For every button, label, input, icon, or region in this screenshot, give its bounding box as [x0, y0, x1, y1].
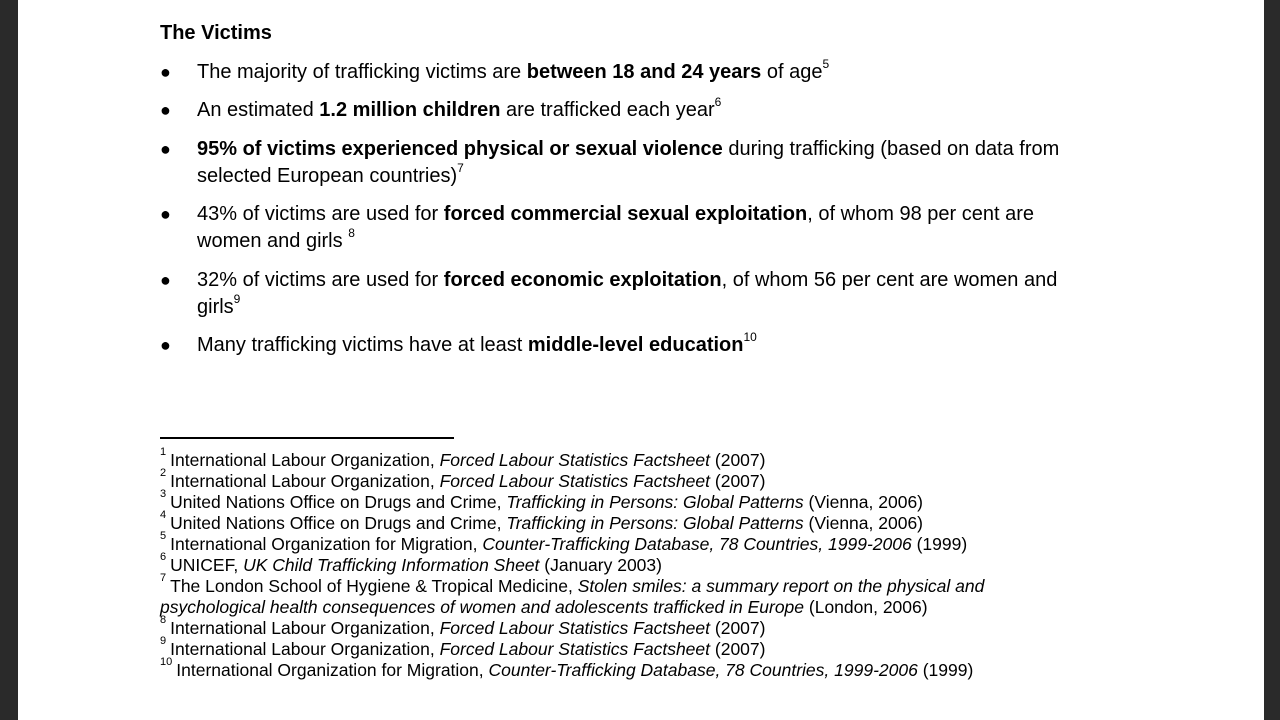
source-title: Forced Labour Statistics Factsheet — [439, 450, 711, 470]
bullet-text: 95% of victims experienced physical or sexual violence during trafficking (based on data from selected European countries)$^7$ — [197, 138, 1060, 187]
footnote: $^6$ UNICEF, UK Child Trafficking Information Sheet (January 2003) — [160, 551, 662, 575]
footnote: $^4$ United Nations Office on Drugs and Crime, Trafficking in Persons: Global Patterns (Vienna, 2006) — [160, 509, 924, 533]
source-title: Forced Labour Statistics Factsheet — [439, 471, 711, 491]
footnote-ref[interactable]: 10 — [743, 330, 757, 345]
footnote: $^7$ The London School of Hygiene & Tropical Medicine, Stolen smiles: a summary report on the physical and psychological health consequences of women and adolescents trafficked in Europe (London, 2006) — [160, 572, 985, 617]
bullet-item — [160, 136, 1100, 189]
bullet-dot-icon: ● — [160, 335, 171, 355]
bullet-item — [160, 267, 1100, 320]
footnotes-list — [160, 446, 1060, 681]
section-heading: The Victims — [160, 22, 272, 44]
bullet-text: An estimated 1.2 million children are trafficked each year$^6$ — [197, 95, 722, 121]
source-title: Forced Labour Statistics Factsheet — [439, 618, 711, 638]
footnote: $^3$ United Nations Office on Drugs and Crime, Trafficking in Persons: Global Patterns (Vienna, 2006) — [160, 488, 924, 512]
bullet-item — [160, 201, 1100, 254]
source-title: Trafficking in Persons: Global Patterns — [506, 492, 804, 512]
bullet-text: 32% of victims are used for forced economic exploitation, of whom 56 per cent are women and girls$^9$ — [197, 269, 1058, 318]
bullet-dot-icon: ● — [160, 270, 171, 290]
footnote: $^5$ International Organization for Migration, Counter-Trafficking Database, 78 Countries, 1999-2006 (1999) — [160, 530, 968, 554]
bullet-dot-icon: ● — [160, 62, 171, 82]
source-title: UK Child Trafficking Information Sheet — [243, 555, 540, 575]
bullet-text: 43% of victims are used for forced commercial sexual exploitation, of whom 98 per cent are women and girls $^8$ — [197, 203, 1035, 252]
footnote-ref[interactable]: 5 — [822, 57, 830, 72]
bullet-text: The majority of trafficking victims are between 18 and 24 years of age$^5$ — [197, 57, 830, 83]
document-page — [18, 0, 1264, 720]
bullet-dot-icon: ● — [160, 100, 171, 120]
source-title: Forced Labour Statistics Factsheet — [439, 639, 711, 659]
footnote: $^{10}$ International Organization for Migration, Counter-Trafficking Database, 78 Countries, 1999-2006 (1999) — [160, 656, 974, 680]
footnote-separator — [160, 437, 454, 439]
footnote-ref[interactable]: 6 — [714, 95, 722, 110]
bullet-item — [160, 332, 1100, 359]
footnote: $^9$ International Labour Organization, Forced Labour Statistics Factsheet (2007) — [160, 635, 766, 659]
bullet-dot-icon: ● — [160, 139, 171, 159]
footnote-ref[interactable]: 7 — [457, 160, 464, 175]
footnote: $^1$ International Labour Organization, Forced Labour Statistics Factsheet (2007) — [160, 446, 766, 470]
footnote: $^2$ International Labour Organization, Forced Labour Statistics Factsheet (2007) — [160, 467, 766, 491]
bullet-dot-icon: ● — [160, 204, 171, 224]
footnote: $^8$ International Labour Organization, Forced Labour Statistics Factsheet (2007) — [160, 614, 766, 638]
source-title: Stolen smiles: a summary report on the physical and psychological health consequences of women and adolescents trafficked in Europe — [160, 576, 985, 617]
bullet-text: Many trafficking victims have at least middle-level education$^{10}$ — [197, 330, 757, 356]
footnote-ref[interactable]: 9 — [233, 291, 241, 306]
source-title: Counter-Trafficking Database, 78 Countries, 1999-2006 — [488, 660, 918, 680]
source-title: Trafficking in Persons: Global Patterns — [506, 513, 804, 533]
source-title: Counter-Trafficking Database, 78 Countries, 1999-2006 — [482, 534, 912, 554]
footnote-ref[interactable]: 8 — [348, 225, 355, 240]
bullet-item — [160, 59, 1100, 86]
bullet-item — [160, 97, 1100, 124]
